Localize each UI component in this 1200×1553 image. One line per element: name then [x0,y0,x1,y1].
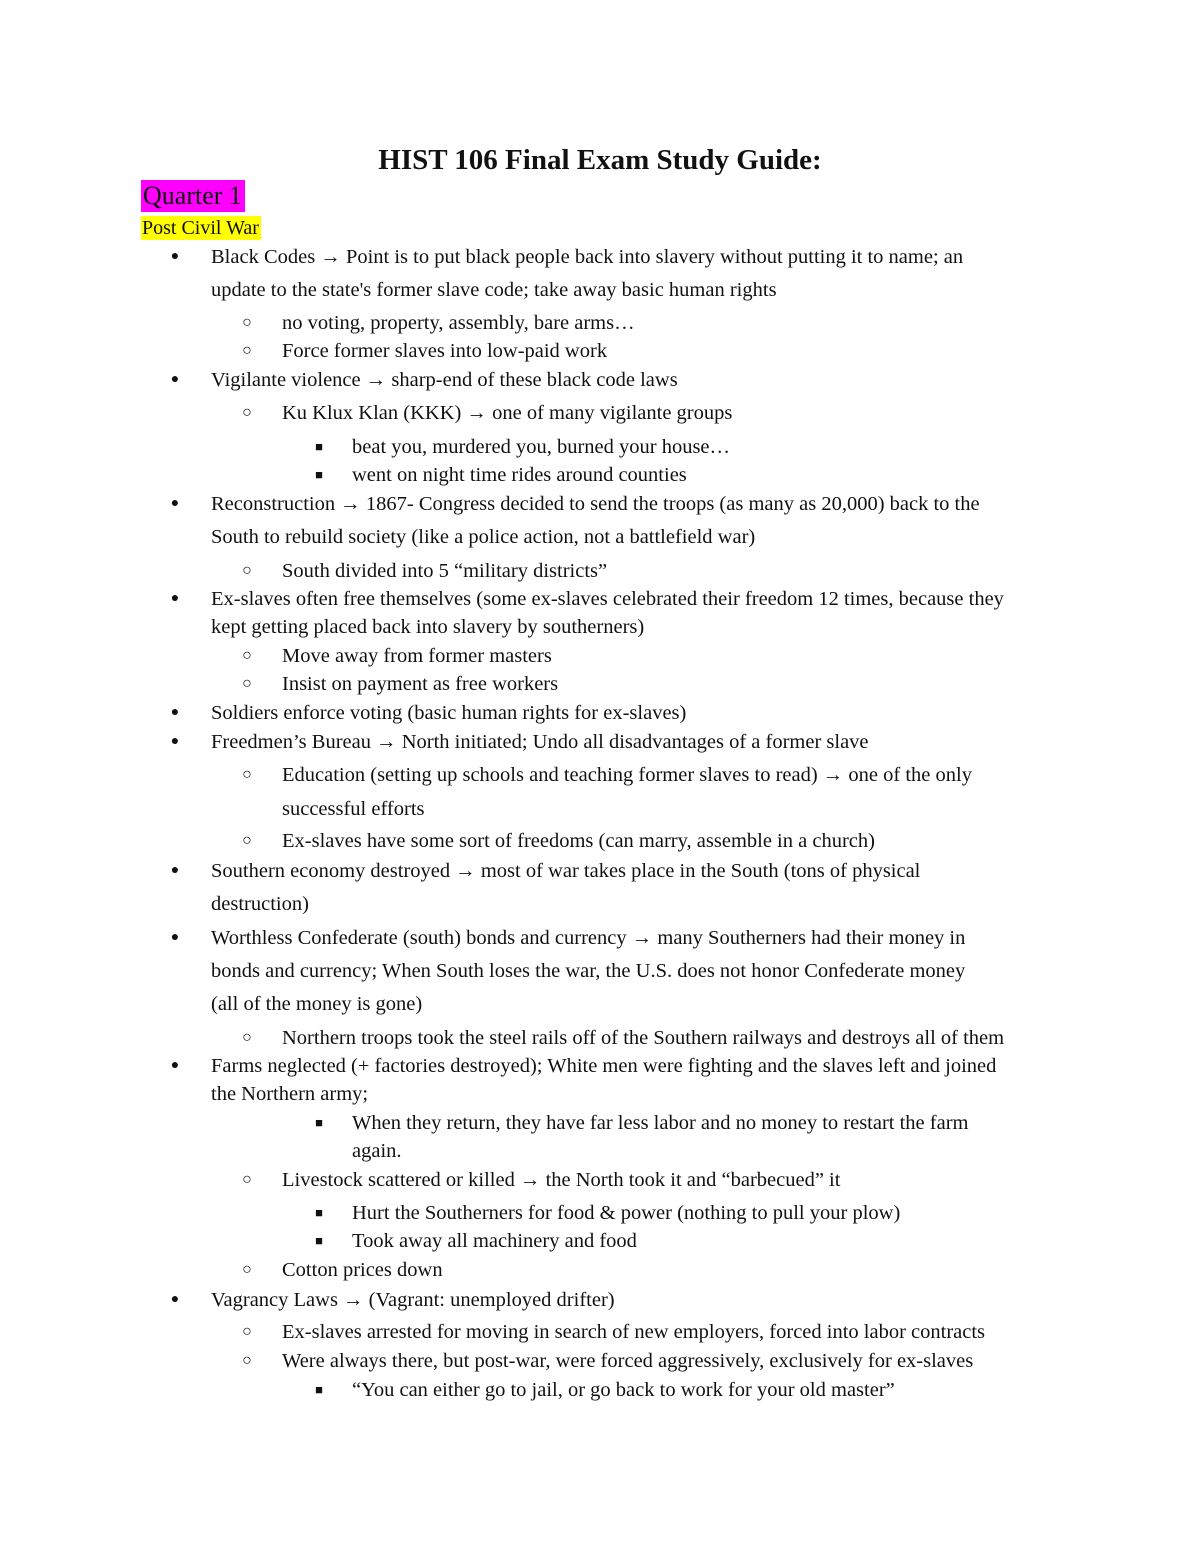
bullet-level-2-icon: ○ [242,314,252,331]
bullet-level-2-icon: ○ [242,1261,252,1278]
bullet-level-3-icon: ■ [315,439,323,454]
list-item-level-2: South divided into 5 “military districts” [282,560,608,582]
list-item-level-2: Ex-slaves have some sort of freedoms (can marry, assemble in a church) [282,830,875,852]
list-item-level-3: Hurt the Southerners for food & power (nothing to pull your plow) [352,1202,901,1224]
list-item-continuation: destruction) [211,893,309,915]
list-item-level-1: Farms neglected (+ factories destroyed); White men were fighting and the slaves left and joined [211,1055,997,1077]
bullet-level-2-icon: ○ [242,1352,252,1369]
list-item-level-2: Force former slaves into low-paid work [282,340,608,362]
bullet-level-1-icon: ● [170,372,180,387]
document-title: HIST 106 Final Exam Study Guide: [378,144,822,176]
bullet-level-2-icon: ○ [242,342,252,359]
bullet-level-1-icon: ● [170,930,180,945]
bullet-level-1-icon: ● [170,1058,180,1073]
list-item-level-2: Cotton prices down [282,1259,443,1281]
list-item-level-2: Were always there, but post-war, were forced aggressively, exclusively for ex-slaves [282,1350,974,1372]
section-heading-quarter-1: Quarter 1 [141,180,245,212]
list-item-continuation: kept getting placed back into slavery by southerners) [211,616,645,638]
bullet-level-2-icon: ○ [242,766,252,783]
bullet-level-2-icon: ○ [242,404,252,421]
list-item-level-2: Ku Klux Klan (KKK) → one of many vigilante groups [282,402,733,424]
subsection-heading-post-civil-war: Post Civil War [142,217,259,239]
list-item-level-2: Livestock scattered or killed → the North took it and “barbecued” it [282,1169,841,1191]
bullet-level-2-icon: ○ [242,1323,252,1340]
list-item-continuation: successful efforts [282,798,425,820]
bullet-level-3-icon: ■ [315,1382,323,1397]
list-item-level-1: Black Codes → Point is to put black people back into slavery without putting it to name; an [211,246,964,268]
list-item-level-1: Freedmen’s Bureau → North initiated; Undo all disadvantages of a former slave [211,731,869,753]
bullet-level-1-icon: ● [170,705,180,720]
bullet-level-3-icon: ■ [315,1205,323,1220]
list-item-level-2: Northern troops took the steel rails off of the Southern railways and destroys all of them [282,1027,1005,1049]
bullet-level-2-icon: ○ [242,1029,252,1046]
bullet-level-2-icon: ○ [242,1171,252,1188]
bullet-level-1-icon: ● [170,734,180,749]
list-item-continuation: (all of the money is gone) [211,993,423,1015]
list-item-continuation: again. [352,1140,402,1162]
bullet-level-1-icon: ● [170,1292,180,1307]
bullet-level-1-icon: ● [170,863,180,878]
bullet-level-2-icon: ○ [242,675,252,692]
list-item-level-2: Insist on payment as free workers [282,673,559,695]
bullet-level-1-icon: ● [170,249,180,264]
list-item-continuation: update to the state's former slave code; take away basic human rights [211,279,777,301]
list-item-level-1: Vigilante violence → sharp-end of these black code laws [211,369,678,391]
bullet-level-2-icon: ○ [242,647,252,664]
bullet-level-3-icon: ■ [315,467,323,482]
list-item-level-1: Ex-slaves often free themselves (some ex-slaves celebrated their freedom 12 times, because they [211,588,1004,610]
list-item-continuation: South to rebuild society (like a police action, not a battlefield war) [211,526,756,548]
list-item-level-2: Education (setting up schools and teaching former slaves to read) → one of the only [282,764,972,786]
bullet-level-1-icon: ● [170,591,180,606]
bullet-level-3-icon: ■ [315,1233,323,1248]
bullet-level-2-icon: ○ [242,832,252,849]
list-item-level-2: Move away from former masters [282,645,552,667]
list-item-level-1: Southern economy destroyed → most of war takes place in the South (tons of physical [211,860,921,882]
list-item-level-3: Took away all machinery and food [352,1230,637,1252]
list-item-level-1: Soldiers enforce voting (basic human rights for ex-slaves) [211,702,687,724]
list-item-continuation: bonds and currency; When South loses the war, the U.S. does not honor Confederate money [211,960,966,982]
list-item-level-2: Ex-slaves arrested for moving in search of new employers, forced into labor contracts [282,1321,986,1343]
list-item-level-1: Worthless Confederate (south) bonds and currency → many Southerners had their money in [211,927,966,949]
list-item-level-3: beat you, murdered you, burned your house… [352,436,731,458]
bullet-level-3-icon: ■ [315,1115,323,1130]
bullet-level-1-icon: ● [170,496,180,511]
bullet-level-2-icon: ○ [242,562,252,579]
list-item-level-1: Reconstruction → 1867- Congress decided to send the troops (as many as 20,000) back to the [211,493,980,515]
list-item-continuation: the Northern army; [211,1083,369,1105]
list-item-level-3: “You can either go to jail, or go back to work for your old master” [352,1379,895,1401]
list-item-level-2: no voting, property, assembly, bare arms… [282,312,635,334]
list-item-level-3: When they return, they have far less labor and no money to restart the farm [352,1112,969,1134]
list-item-level-1: Vagrancy Laws → (Vagrant: unemployed drifter) [211,1289,615,1311]
list-item-level-3: went on night time rides around counties [352,464,687,486]
